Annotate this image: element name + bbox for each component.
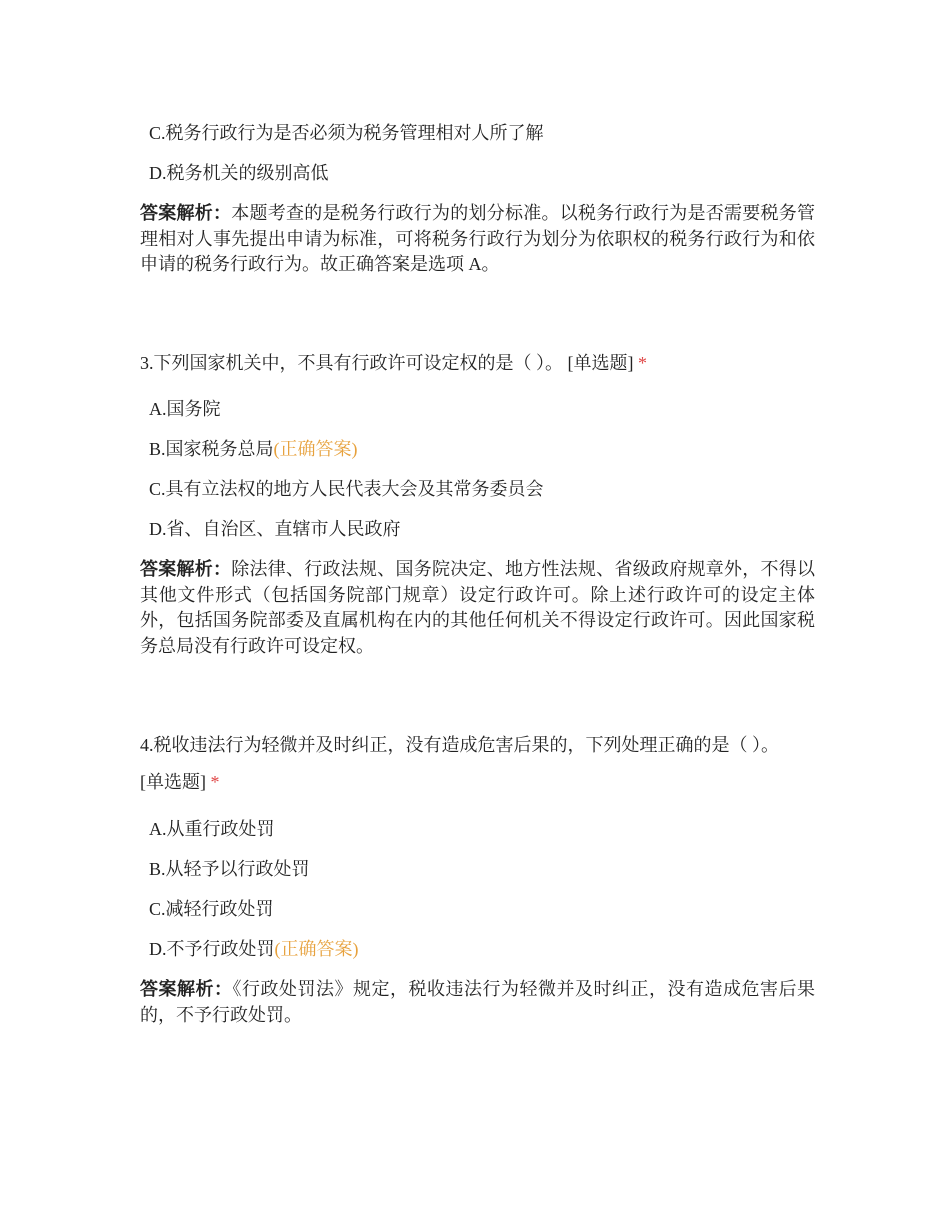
- option-text: D.省、自治区、直辖市人民政府: [149, 519, 401, 539]
- question-3: [140, 345, 815, 382]
- question-2-analysis: [140, 201, 815, 278]
- question-type-label: [单选题]: [140, 772, 206, 792]
- question-4: [140, 727, 815, 801]
- question-stem: [140, 727, 815, 801]
- question-4-options: [140, 817, 815, 977]
- option-text: B.从轻予以行政处罚: [149, 859, 310, 879]
- analysis-label: 答案解析：: [140, 979, 233, 999]
- analysis-label: 答案解析：: [140, 559, 232, 579]
- question-4-option-a: [149, 817, 815, 857]
- question-3-analysis: [140, 557, 815, 659]
- answer-analysis: [140, 557, 815, 659]
- answer-analysis: [140, 977, 815, 1028]
- analysis-label: 答案解析：: [140, 203, 232, 223]
- question-2-option-c: [149, 121, 815, 161]
- question-3-option-a: [149, 397, 815, 437]
- option-text: D.税务机关的级别高低: [149, 163, 329, 183]
- question-3-option-d: [149, 517, 815, 557]
- option-text: A.国务院: [149, 399, 221, 419]
- option-text: C.减轻行政处罚: [149, 899, 274, 919]
- question-3-options: [140, 397, 815, 557]
- required-mark: *: [210, 772, 220, 792]
- option-text: A.从重行政处罚: [149, 819, 275, 839]
- question-type-label: [单选题]: [567, 353, 634, 373]
- correct-answer-tag: (正确答案): [274, 939, 359, 959]
- question-4-analysis: [140, 977, 815, 1028]
- question-2-option-d: [149, 161, 815, 201]
- option-text: D.不予行政处罚: [149, 939, 275, 959]
- correct-answer-tag: (正确答案): [273, 439, 358, 459]
- required-mark: *: [638, 353, 647, 373]
- option-text: C.税务行政行为是否必须为税务管理相对人所了解: [149, 123, 544, 143]
- answer-analysis: [140, 201, 815, 278]
- question-4-option-c: [149, 897, 815, 937]
- question-3-option-c: [149, 477, 815, 517]
- analysis-text: 本题考查的是税务行政行为的划分标准。以税务行政行为是否需要税务管理相对人事先提出申请为标准，可将税务行政行为划分为依职权的税务行政行为和依申请的税务行政行为。故正确答案是选项 A。: [140, 203, 815, 274]
- analysis-text: 除法律、行政法规、国务院决定、地方性法规、省级政府规章外，不得以其他文件形式（包括国务院部门规章）设定行政许可。除上述行政许可的设定主体外，包括国务院部委及直属机构在内的其他任何机关不得设定行政许可。因此国家税务总局没有行政许可设定权。: [140, 559, 815, 656]
- question-4-option-d: [149, 937, 815, 977]
- option-text: C.具有立法权的地方人民代表大会及其常务委员会: [149, 479, 544, 499]
- analysis-text: 《行政处罚法》规定，税收违法行为轻微并及时纠正，没有造成危害后果的，不予行政处罚。: [140, 979, 815, 1025]
- question-2-options: [140, 121, 815, 201]
- question-text: 4.税收违法行为轻微并及时纠正，没有造成危害后果的，下列处理正确的是（ ）。: [140, 735, 779, 755]
- question-stem: [140, 345, 815, 382]
- question-4-option-b: [149, 857, 815, 897]
- question-text: 3.下列国家机关中，不具有行政许可设定权的是（ ）。: [140, 353, 563, 373]
- option-text: B.国家税务总局: [149, 439, 274, 459]
- question-3-option-b: [149, 437, 815, 477]
